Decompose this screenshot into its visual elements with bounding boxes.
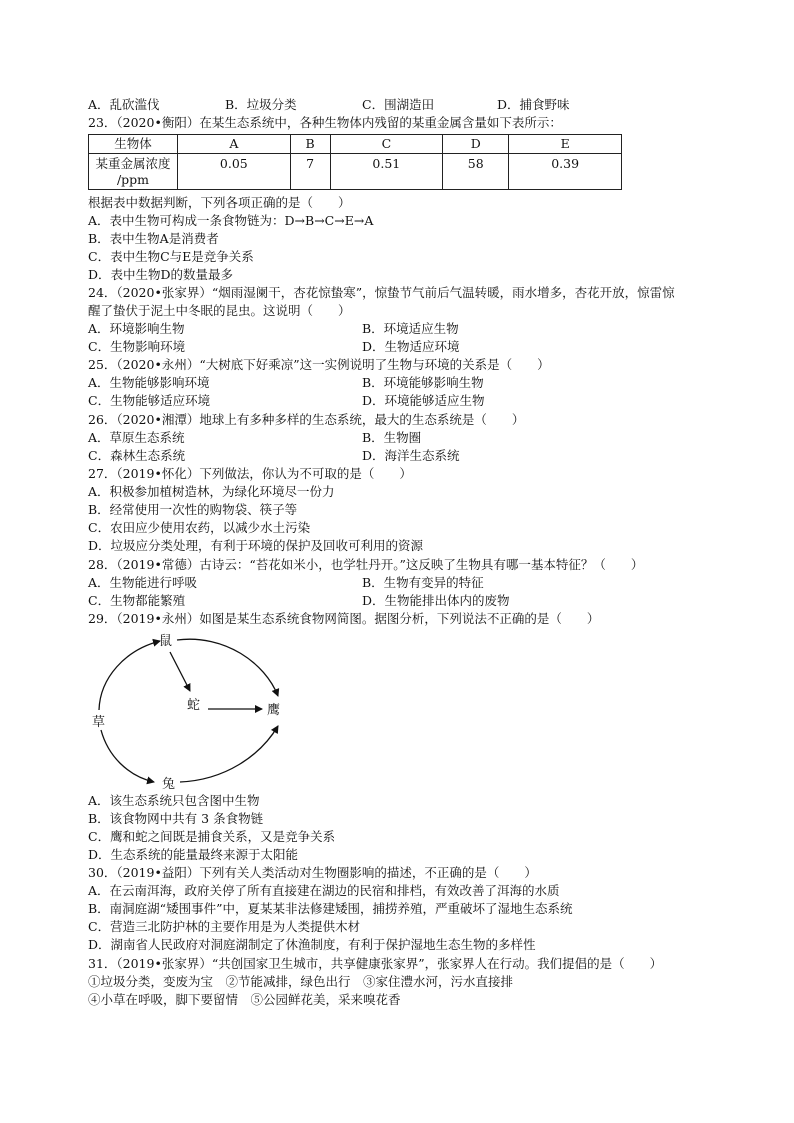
arrow-grass-mouse — [99, 641, 160, 710]
table-col-c: C — [330, 135, 443, 154]
node-grass: 草 — [92, 715, 106, 730]
table-col-e: E — [509, 135, 622, 154]
arrow-mouse-snake — [170, 652, 190, 691]
q26-option-d: D．海洋生态系统 — [362, 448, 460, 463]
arrow-grass-rabbit — [101, 730, 154, 782]
q29-stem: 29．（2019•永州）如图是某生态系统食物网简图。据图分析，下列说法不正确的是（ ） — [88, 611, 600, 626]
table-col-b: B — [290, 135, 330, 154]
table-header-label: 生物体 — [89, 135, 178, 154]
q30-option-d: D．湖南省人民政府对洞庭湖制定了休渔制度，有利于保护湿地生态生物的多样性 — [88, 937, 536, 952]
q29-option-a: A．该生态系统只包含图中生物 — [88, 793, 260, 808]
arrow-rabbit-hawk — [180, 726, 278, 782]
q25-option-a: A．生物能够影响环境 — [88, 375, 210, 390]
q29-option-b: B．该食物网中共有 3 条食物链 — [88, 811, 264, 826]
q23-table — [88, 134, 622, 190]
table-value-a: 0.05 — [178, 154, 291, 190]
q22-option-c: C．围湖造田 — [362, 97, 435, 112]
q28-option-d: D．生物能排出体内的废物 — [362, 593, 510, 608]
q28-option-c: C．生物都能繁殖 — [88, 593, 186, 608]
q30-stem: 30．（2019•益阳）下列有关人类活动对生物圈影响的描述，不正确的是（ ） — [88, 865, 537, 880]
node-rabbit: 兔 — [162, 777, 176, 792]
q26-option-a: A．草原生态系统 — [88, 430, 185, 445]
q23-prompt: 根据表中数据判断，下列各项正确的是（ ） — [88, 195, 351, 210]
food-web-diagram — [80, 628, 310, 796]
q29-option-c: C．鹰和蛇之间既是捕食关系，又是竞争关系 — [88, 829, 336, 844]
q25-option-b: B．环境能够影响生物 — [362, 375, 484, 390]
q30-option-a: A．在云南洱海，政府关停了所有直接建在湖边的民宿和排档，有效改善了洱海的水质 — [88, 883, 560, 898]
q24-option-d: D．生物适应环境 — [362, 339, 460, 354]
q24-option-c: C．生物影响环境 — [88, 339, 186, 354]
q28-stem: 28．（2019•常德）古诗云：“苔花如米小，也学牡丹开。”这反映了生物具有哪一基本特征？（ ） — [88, 557, 644, 572]
arrow-mouse-hawk — [177, 639, 278, 696]
q24-option-b: B．环境适应生物 — [362, 321, 459, 336]
q23-option-c: C．表中生物C与E是竞争关系 — [88, 249, 254, 264]
q28-option-a: A．生物能进行呼吸 — [88, 575, 198, 590]
q28-option-b: B．生物有变异的特征 — [362, 575, 484, 590]
q30-option-c: C．营造三北防护林的主要作用是为人类提供木材 — [88, 919, 361, 934]
q27-stem: 27．（2019•怀化）下列做法，你认为不可取的是（ ） — [88, 466, 412, 481]
q31-items-line1: ①垃圾分类，变废为宝 ②节能减排，绿色出行 ③家住澧水河，污水直接排 — [88, 974, 514, 989]
q25-option-d: D．环境能够适应生物 — [362, 393, 485, 408]
table-value-c: 0.51 — [330, 154, 443, 190]
q24-option-a: A．环境影响生物 — [88, 321, 185, 336]
q25-stem: 25．（2020•永州）“大树底下好乘凉”这一实例说明了生物与环境的关系是（ ） — [88, 357, 550, 372]
q22-option-b: B．垃圾分类 — [225, 97, 297, 112]
q31-stem: 31．（2019•张家界）“共创国家卫生城市，共享健康张家界”，张家界人在行动。我们提倡的是（ ） — [88, 956, 663, 971]
q26-option-c: C．森林生态系统 — [88, 448, 186, 463]
table-value-b: 7 — [290, 154, 330, 190]
node-hawk: 鹰 — [267, 703, 281, 718]
table-row-label — [89, 154, 178, 190]
table-value-e: 0.39 — [509, 154, 622, 190]
q27-option-b: B．经常使用一次性的购物袋、筷子等 — [88, 502, 298, 517]
q29-option-d: D．生态系统的能量最终来源于太阳能 — [88, 847, 299, 862]
table-col-d: D — [443, 135, 509, 154]
table-row-label-line2: /ppm — [116, 171, 150, 187]
q26-stem: 26．（2020•湘潭）地球上有多种多样的生态系统，最大的生态系统是（ ） — [88, 412, 525, 427]
q30-option-b: B．南洞庭湖“矮围事件”中，夏某某非法修建矮围，捕捞养殖，严重破坏了湿地生态系统 — [88, 901, 573, 916]
q25-option-c: C．生物能够适应环境 — [88, 393, 211, 408]
q23-option-b: B．表中生物A是消费者 — [88, 231, 219, 246]
q27-option-a: A．积极参加植树造林，为绿化环境尽一份力 — [88, 484, 335, 499]
table-value-d: 58 — [443, 154, 509, 190]
table-row-label-line1: 某重金属浓度 — [95, 155, 171, 171]
q31-items-line2: ④小草在呼吸，脚下要留情 ⑤公园鲜花美，采来嗅花香 — [88, 992, 401, 1007]
q24-stem-line1: 24．（2020•张家界）“烟雨湿阑干，杏花惊蛰寒”，惊蛰节气前后气温转暖，雨水增多，杏花开放，惊雷惊 — [88, 285, 675, 300]
node-mouse: 鼠 — [159, 634, 173, 649]
q24-stem-line2: 醒了蛰伏于泥土中冬眠的昆虫。这说明（ ） — [88, 303, 351, 318]
q22-option-d: D．捕食野味 — [497, 97, 570, 112]
table-col-a: A — [178, 135, 291, 154]
node-snake: 蛇 — [187, 698, 201, 713]
q22-option-a: A．乱砍滥伐 — [88, 97, 160, 112]
q23-option-d: D．表中生物D的数量最多 — [88, 267, 234, 282]
q23-stem: 23．（2020•衡阳）在某生态系统中，各种生物体内残留的某重金属含量如下表所示： — [88, 115, 562, 130]
q23-option-a: A．表中生物可构成一条食物链为：D→B→C→E→A — [88, 213, 374, 228]
q27-option-c: C．农田应少使用农药，以减少水土污染 — [88, 520, 311, 535]
q27-option-d: D．垃圾应分类处理，有利于环境的保护及回收可利用的资源 — [88, 538, 424, 553]
q26-option-b: B．生物圈 — [362, 430, 422, 445]
